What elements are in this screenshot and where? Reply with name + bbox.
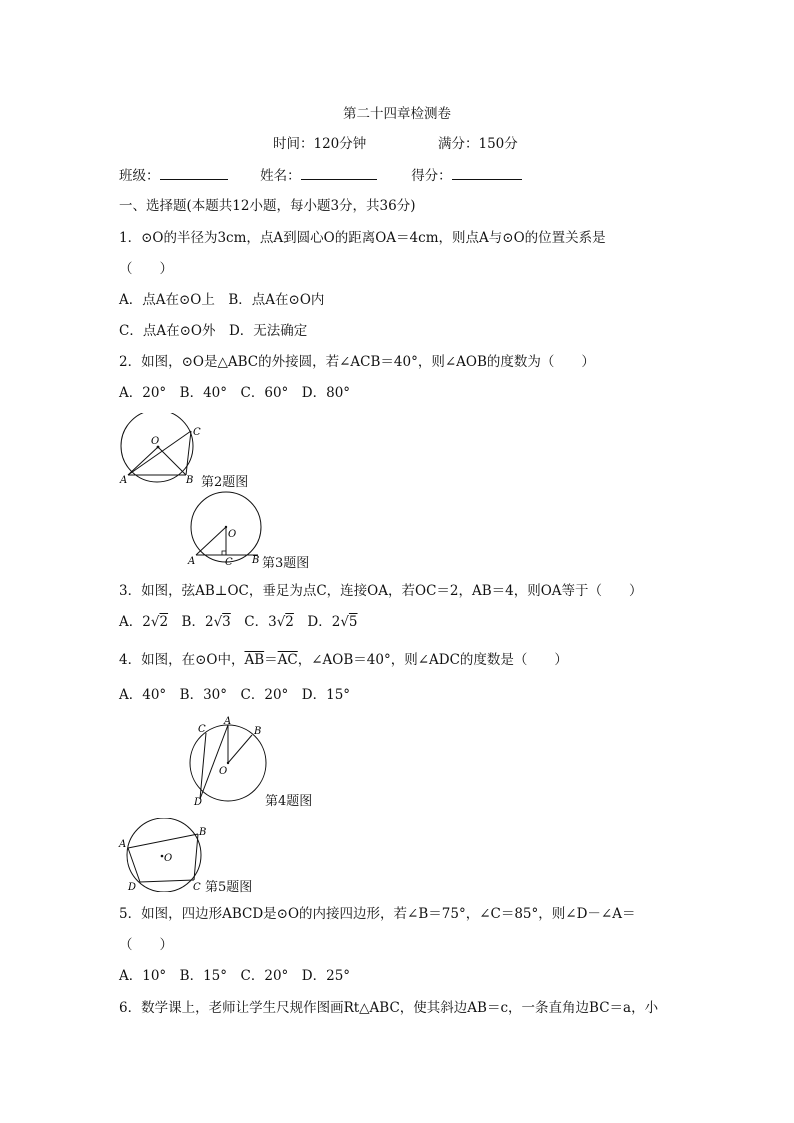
- q3-label-b: B: [252, 555, 260, 566]
- q2-label-o: O: [151, 436, 160, 447]
- q5-label-o: O: [164, 853, 173, 864]
- q5-figure-caption: 第5题图: [205, 880, 253, 895]
- q1-answer-paren: （ ）: [119, 261, 173, 277]
- class-field[interactable]: [160, 165, 228, 180]
- q3-option-a: A．2: [119, 614, 151, 630]
- q4-stem-post: ，∠AOB＝40°，则∠ADC的度数是（ ）: [297, 652, 568, 668]
- page-title: 第二十四章检测卷: [343, 106, 451, 122]
- q4-label-c: C: [198, 724, 206, 735]
- q4-label-o: O: [219, 766, 228, 777]
- q3-option-b: B．2: [181, 614, 214, 630]
- q2-stem: 2．如图，⊙O是△ABC的外接圆，若∠ACB＝40°，则∠AOB的度数为（ ）: [119, 354, 595, 370]
- name-label: 姓名：: [260, 168, 301, 184]
- score-field[interactable]: [452, 165, 522, 180]
- q3-figure: [186, 490, 266, 570]
- section-heading: 一、选择题(本题共12小题，每小题3分，共36分): [119, 198, 416, 214]
- q4-figure-caption: 第4题图: [265, 794, 313, 809]
- q5-stem: 5．如图，四边形ABCD是⊙O的内接四边形，若∠B＝75°，∠C＝85°，则∠D－∠A＝: [119, 906, 636, 922]
- q5-label-c: C: [193, 882, 201, 892]
- q5-label-b: B: [199, 827, 207, 838]
- q1-stem: 1．⊙O的半径为3cm，点A到圆心O的距离OA＝4cm，则点A与⊙O的位置关系是: [119, 230, 606, 246]
- q5-options: A．10° B．15° C．20° D．25°: [119, 968, 351, 984]
- q3-label-c: C: [225, 557, 233, 568]
- q3-stem: 3．如图，弦AB⊥OC，垂足为点C，连接OA，若OC＝2，AB＝4，则OA等于（ ）: [119, 583, 643, 599]
- score-label: 得分：: [411, 168, 452, 184]
- q4-equals: ＝: [264, 652, 278, 668]
- q3-label-a: A: [188, 556, 196, 567]
- q4-arc-ac: $\overline{AC}$: [277, 652, 298, 668]
- q4-label-b: B: [254, 726, 262, 737]
- q3-option-d-radicand: 5: [348, 614, 358, 630]
- q1-options-cd: C．点A在⊙O外 D．无法确定: [119, 323, 308, 339]
- q3-label-o: O: [228, 529, 237, 540]
- q2-options: A．20° B．40° C．60° D．80°: [119, 385, 351, 401]
- q6-stem: 6．数学课上，老师让学生尺规作图画Rt△ABC，使其斜边AB＝c，一条直角边BC＝a，小: [119, 1000, 659, 1016]
- q2-label-b: B: [186, 475, 194, 486]
- q5-answer-paren: （ ）: [119, 937, 173, 953]
- q2-label-c: C: [193, 427, 201, 438]
- q3-option-c: C．3: [244, 614, 277, 630]
- q4-stem: [119, 650, 568, 670]
- q5-label-a: A: [119, 839, 127, 850]
- q1-options-ab: A．点A在⊙O上 B．点A在⊙O内: [119, 292, 325, 308]
- student-info-row: [119, 165, 522, 186]
- time-limit: 时间：120分钟: [273, 136, 367, 152]
- q3-options: A．2√2 B．2√3 C．3√2 D．2√5: [119, 614, 358, 630]
- class-label: 班级：: [119, 168, 160, 184]
- q3-option-a-radicand: 2: [159, 614, 169, 630]
- q4-figure: [186, 713, 268, 805]
- q3-option-d: D．2: [307, 614, 341, 630]
- full-score: 满分：150分: [438, 136, 518, 152]
- q2-label-a: A: [120, 475, 128, 486]
- q3-figure-caption: 第3题图: [262, 556, 310, 571]
- name-field[interactable]: [301, 165, 377, 180]
- q5-figure: [116, 818, 208, 892]
- q2-figure: [116, 413, 206, 489]
- q4-arc-ab: $\overline{AB}$: [244, 652, 265, 668]
- q4-stem-pre: 4．如图，在⊙O中，: [119, 652, 245, 668]
- q2-figure-caption: 第2题图: [201, 475, 249, 490]
- q4-label-d: D: [194, 797, 203, 805]
- q3-option-c-radicand: 2: [285, 614, 294, 630]
- q3-option-b-radicand: 3: [222, 614, 231, 630]
- q4-options: A．40° B．30° C．20° D．15°: [119, 687, 351, 703]
- q4-label-a: A: [224, 716, 232, 727]
- q5-label-d: D: [128, 882, 137, 892]
